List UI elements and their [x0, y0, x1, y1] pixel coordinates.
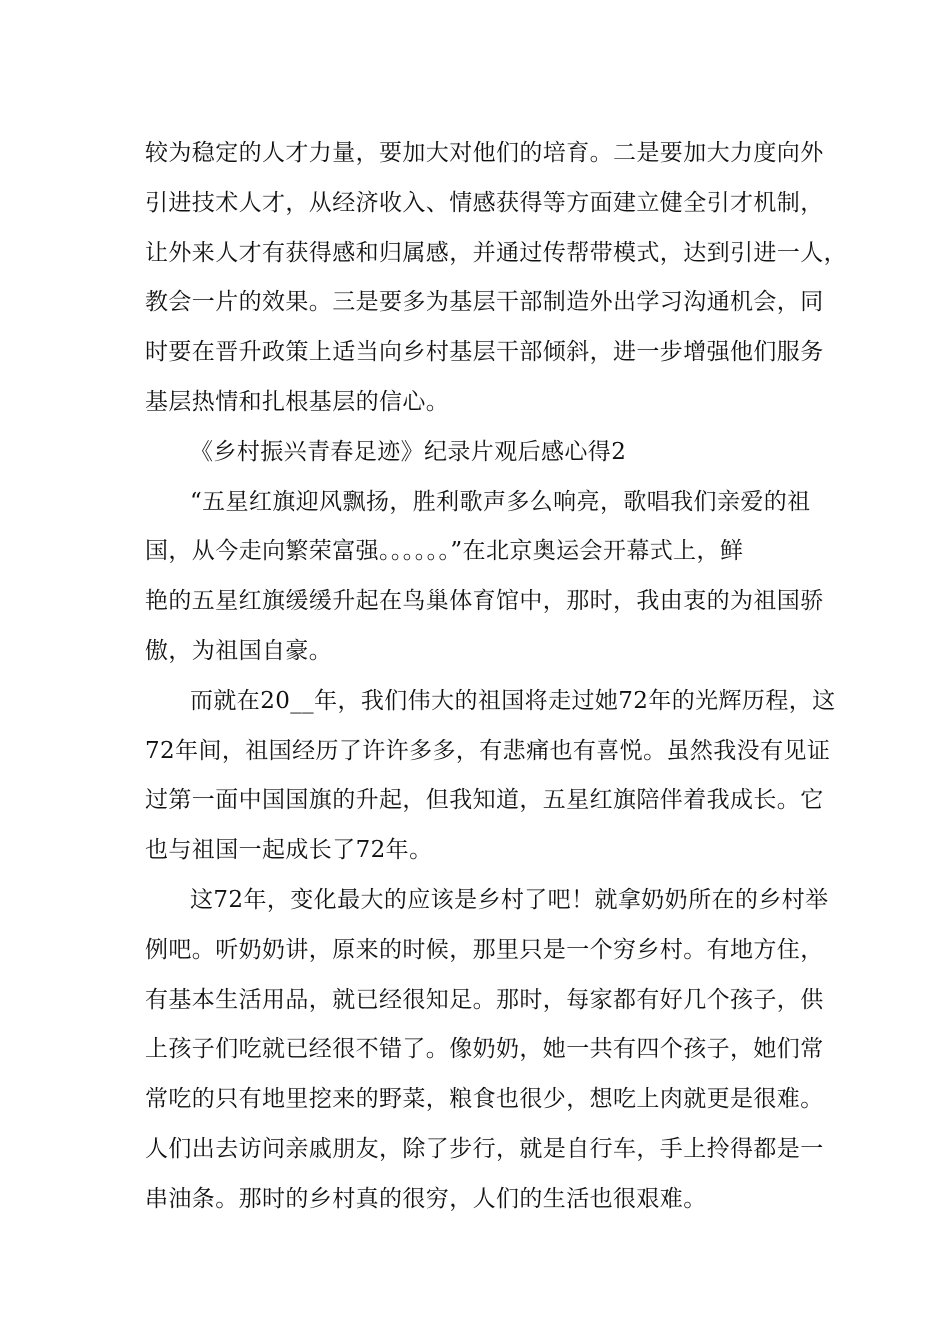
text-line: 常吃的只有地里挖来的野菜，粮食也很少，想吃上肉就更是很难。: [145, 1086, 824, 1112]
text-line: 过第一面中国国旗的升起，但我知道，五星红旗陪伴着我成长。它: [145, 787, 824, 813]
section-title: 《乡村振兴青春足迹》纪录片观后感心得2: [190, 439, 627, 465]
text-line: 72年间，祖国经历了许许多多，有悲痛也有喜悦。虽然我没有见证: [145, 738, 831, 764]
text-line: 这72年，变化最大的应该是乡村了吧！就拿奶奶所在的乡村举: [190, 887, 829, 913]
text-line: 也与祖国一起成长了72年。: [145, 837, 433, 863]
text-line: 艳的五星红旗缓缓升起在鸟巢体育馆中，那时，我由衷的为祖国骄: [145, 588, 824, 614]
text-line: 基层热情和扎根基层的信心。: [145, 389, 450, 415]
text-line: 时要在晋升政策上适当向乡村基层干部倾斜，进一步增强他们服务: [145, 339, 824, 365]
text-line: 让外来人才有获得感和归属感，并通过传帮带模式，达到引进一人，: [145, 240, 847, 266]
text-line: 国，从今走向繁荣富强。。。。。。”在北京奥运会开幕式上，鲜: [145, 538, 744, 564]
text-line: 有基本生活用品，就已经很知足。那时，每家都有好几个孩子，供: [145, 987, 824, 1013]
text-line: 教会一片的效果。三是要多为基层干部制造外出学习沟通机会，同: [145, 289, 824, 315]
text-line: 傲，为祖国自豪。: [145, 638, 333, 664]
text-line: “五星红旗迎风飘扬，胜利歌声多么响亮，歌唱我们亲爱的祖: [190, 489, 811, 515]
text-line: 而就在20__年，我们伟大的祖国将走过她72年的光辉历程，这: [190, 688, 836, 714]
text-line: 引进技术人才，从经济收入、情感获得等方面建立健全引才机制，: [145, 190, 824, 216]
text-line: 人们出去访问亲戚朋友，除了步行，就是自行车，手上拎得都是一: [145, 1136, 824, 1162]
text-line: 例吧。听奶奶讲，原来的时候，那里只是一个穷乡村。有地方住，: [145, 937, 824, 963]
text-line: 串油条。那时的乡村真的很穷，人们的生活也很艰难。: [145, 1186, 707, 1212]
text-line: 上孩子们吃就已经很不错了。像奶奶，她一共有四个孩子，她们常: [145, 1036, 824, 1062]
text-line: 较为稳定的人才力量，要加大对他们的培育。二是要加大力度向外: [145, 140, 824, 166]
